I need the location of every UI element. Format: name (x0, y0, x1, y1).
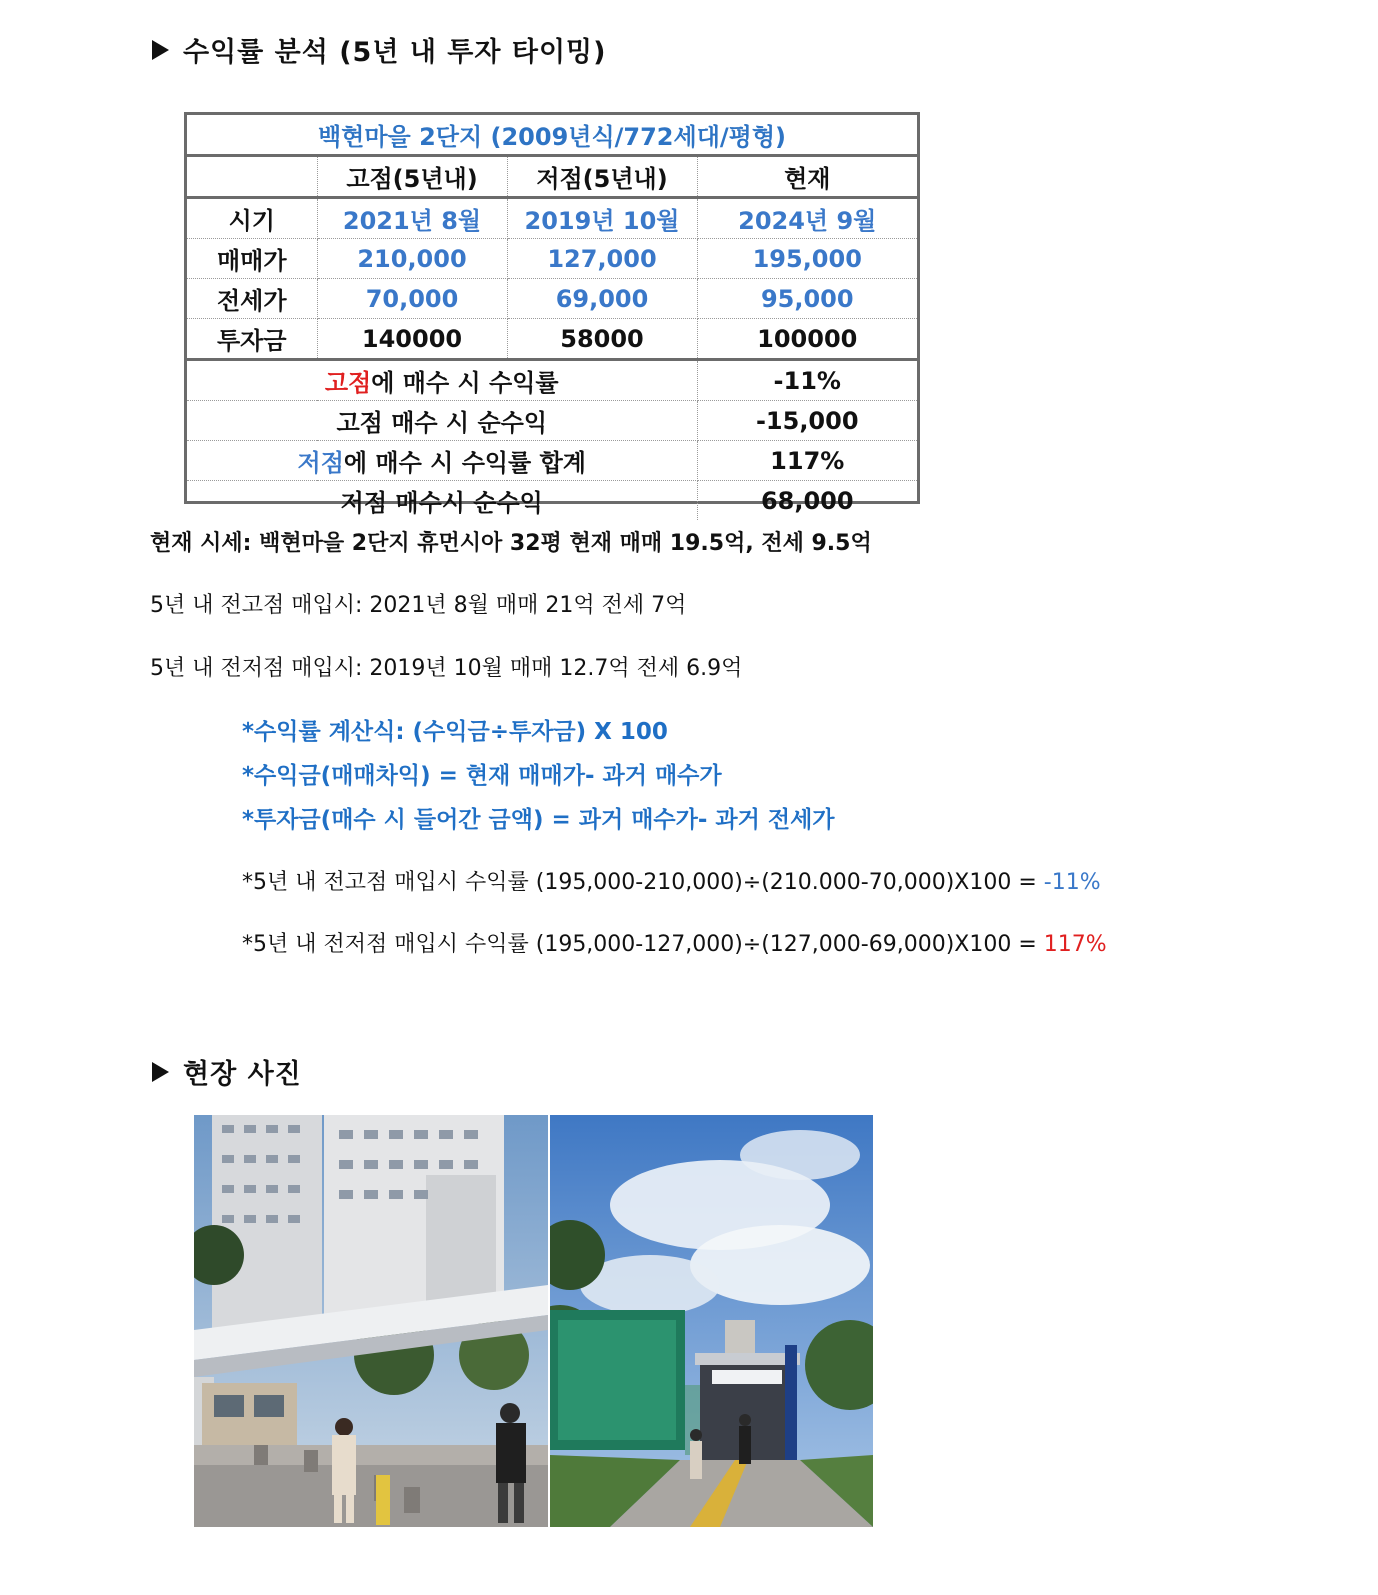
table-header-high: 고점(5년내) (317, 156, 507, 198)
formula-roi: *수익률 계산식: (수익금÷투자금) X 100 (242, 719, 668, 745)
roi-table (184, 112, 920, 517)
calc-text: *5년 내 전고점 매입시 수익률 (195,000-210,000)÷(210.000-70,000)X100 = (242, 870, 1044, 895)
calc-result: 117% (1043, 932, 1107, 957)
formula-investment: *투자금(매수 시 들어간 금액) = 과거 매수가- 과거 전세가 (242, 807, 835, 833)
cell-value: 195,000 (697, 239, 917, 279)
summary-label (187, 441, 697, 481)
cell-value: 69,000 (507, 279, 697, 319)
summary-value: 117% (697, 441, 917, 481)
low-point-purchase: 5년 내 전저점 매입시: 2019년 10월 매매 12.7억 전세 6.9억 (150, 656, 743, 681)
subway-station-entrance-photo (550, 1115, 873, 1527)
summary-value: -11% (697, 360, 917, 401)
cell-value: 2024년 9월 (697, 198, 917, 239)
row-label: 시기 (187, 198, 317, 239)
section-title-text: 수익률 분석 (5년 내 투자 타이밍) (183, 37, 607, 68)
cell-value: 58000 (507, 319, 697, 360)
triangle-bullet-icon (152, 40, 169, 60)
table-title: 백현마을 2단지 (2009년식/772세대/평형) (187, 115, 917, 156)
summary-row (187, 481, 917, 521)
summary-value: 68,000 (760, 486, 854, 515)
summary-label: 저점 매수시 순수익 (187, 481, 697, 521)
calc-low-point (242, 927, 1107, 958)
table-row (187, 279, 917, 319)
row-label: 매매가 (187, 239, 317, 279)
calc-high-point (242, 865, 1101, 896)
summary-label (187, 360, 697, 401)
summary-label: 고점 매수 시 순수익 (187, 401, 697, 441)
row-label: 투자금 (187, 319, 317, 360)
cell-value: 2021년 8월 (317, 198, 507, 239)
cell-value: 95,000 (697, 279, 917, 319)
formula-profit: *수익금(매매차익) = 현재 매매가- 과거 매수가 (242, 763, 722, 789)
cell-value: 100000 (697, 319, 917, 360)
section-title-photos (152, 1052, 302, 1091)
row-label: 전세가 (187, 279, 317, 319)
table-header-empty (187, 156, 317, 198)
table-row (187, 319, 917, 360)
cell-value: 127,000 (507, 239, 697, 279)
summary-label-rest: 에 매수 시 수익률 (371, 369, 559, 397)
summary-label-highlight: 고점 (324, 369, 372, 397)
cell-value: 210,000 (317, 239, 507, 279)
summary-row (187, 360, 917, 401)
cell-value: 70,000 (317, 279, 507, 319)
table-row (187, 198, 917, 239)
table-row (187, 239, 917, 279)
current-market-price: 현재 시세: 백현마을 2단지 휴먼시아 32평 현재 매매 19.5억, 전세 9.5억 (150, 531, 872, 556)
cell-value: 140000 (317, 319, 507, 360)
section-title-text: 현장 사진 (183, 1059, 302, 1090)
summary-value: -15,000 (697, 401, 917, 441)
summary-label-highlight: 저점 (297, 449, 344, 477)
summary-row (187, 401, 917, 441)
calc-result: -11% (1043, 870, 1101, 895)
table-header-current: 현재 (697, 156, 917, 198)
section-title-roi (152, 30, 606, 69)
high-point-purchase: 5년 내 전고점 매입시: 2021년 8월 매매 21억 전세 7억 (150, 593, 687, 618)
apartment-gate-photo (194, 1115, 548, 1527)
table-header-low: 저점(5년내) (507, 156, 697, 198)
summary-label-rest: 에 매수 시 수익률 합계 (343, 449, 586, 477)
triangle-bullet-icon (152, 1062, 169, 1082)
summary-row (187, 441, 917, 481)
cell-value: 2019년 10월 (507, 198, 697, 239)
calc-text: *5년 내 전저점 매입시 수익률 (195,000-127,000)÷(127,000-69,000)X100 = (242, 932, 1044, 957)
